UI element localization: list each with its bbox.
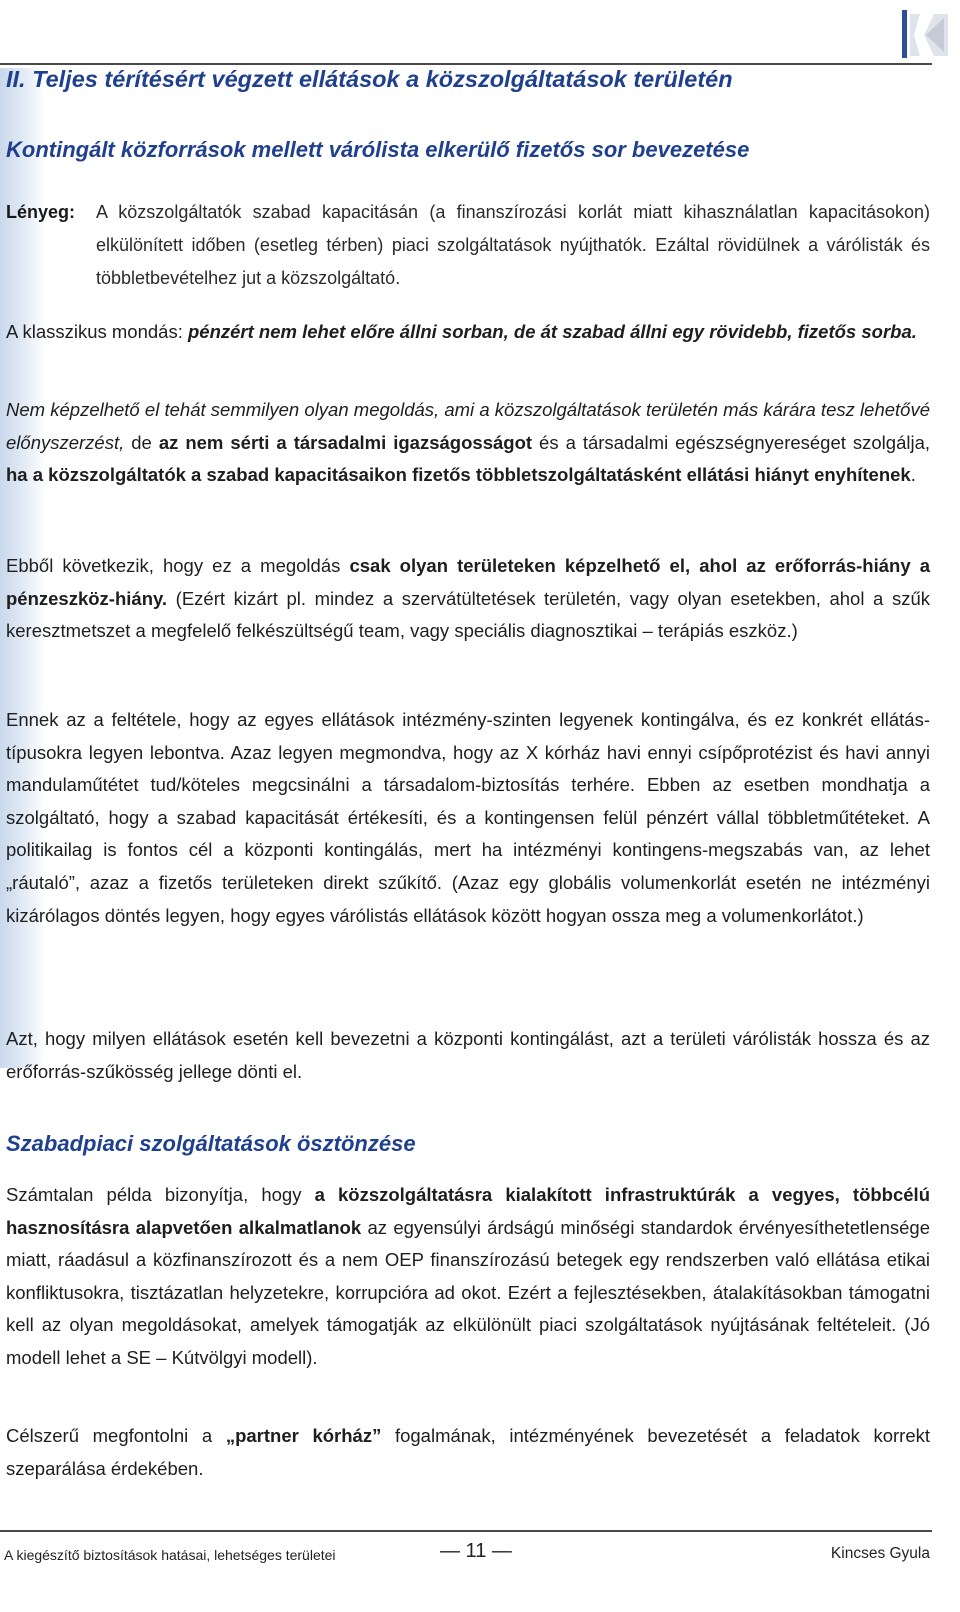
ebbol-bold: csak olyan területeken képzelhető el, ahol az erőforrás-hiány a pénzeszköz-hiány. xyxy=(6,555,930,609)
ebbol-text-1: Ebből következik, hogy ez a megoldás xyxy=(6,555,350,576)
szamtalan-bold: a közszolgáltatásra kialakított infrastruktúrák a vegyes, többcélú hasznosításra alapvetően alkalmatlanok xyxy=(6,1184,930,1238)
footer-document-title: A kiegészítő biztosítások hatásai, lehetséges területei xyxy=(4,1547,336,1563)
lenyeg-block xyxy=(6,196,930,295)
szamtalan-text-1: Számtalan példa bizonyítja, hogy xyxy=(6,1184,315,1205)
paragraph-classic-saying xyxy=(6,316,930,349)
nem-text-2: és a társadalmi egészségnyereséget szolgálja, xyxy=(532,431,931,453)
nem-bold-2: ha a közszolgáltatók a szabad kapacitásaikon fizetős többletszolgáltatásként ellátási hiányt enyhítenek xyxy=(6,464,911,486)
classic-quote: pénzért nem lehet előre állni sorban, de át szabad állni egy rövidebb, fizetős sorba. xyxy=(188,321,917,342)
paragraph-nem-kepzelheto xyxy=(6,394,930,492)
lenyeg-text: A közszolgáltatók szabad kapacitásán (a finanszírozási korlát miatt kihasználatlan kapacitásokon) elkülönített időben (esetleg térben) piaci szolgáltatások nyújthatók. Ezáltal rövidülnek a várólisták és többletbevételhez jut a közszolgáltató. xyxy=(96,202,930,288)
nem-text-3: . xyxy=(910,464,916,486)
paragraph-ennek: Ennek az a feltétele, hogy az egyes ellátások intézmény-szinten legyenek kontingálva, és ez konkrét ellátás-típusokra legyen lebontva. Azaz legyen megmondva, hogy az X kórház havi ennyi csípőprotézist és havi annyi mandulaműtétet tud/köteles megcsinálni a társadalom-biztosítás terhére. Ebben az esetben mondhatja a szolgáltató, hogy a szabad kapacitását értékesíti, és a kontingensen felül pénzért vállal többletműtéteket. A politikailag is fontos cél a központi kontingálás, mert ha intézményi kontingens-megszabás van, az lehet „ráutaló”, azaz a fizetős területeken direkt szűkítő. (Azaz egy globális volumenkorlát esetén ne intézményi kizárólagos döntés legyen, hogy egyes várólistás ellátások között hogyan ossza meg a volumenkorlátot.) xyxy=(6,709,930,926)
nem-bold-1: az nem sérti a társadalmi igazságosságot xyxy=(158,431,533,453)
celszeru-text-2: fogalmának, intézményének bevezetését a feladatok korrekt szeparálása érdekében. xyxy=(6,1425,930,1479)
classic-intro: A klasszikus mondás: xyxy=(6,321,188,342)
publisher-logo-icon xyxy=(900,6,952,62)
footer-page-number: — 11 — xyxy=(440,1540,512,1562)
nem-text-1: de xyxy=(124,431,159,453)
footer-rule xyxy=(0,1530,932,1532)
lenyeg-label: Lényeg: xyxy=(6,202,76,222)
szamtalan-text-2: az egyensúlyi árdságú minőségi standardok érvényesíthetetlensége miatt, ráadásul a közfinanszírozott és a nem OEP finanszírozású betegek egy rendszerben való ellátása etikai konfliktusokra, tisztázatlan helyzetekre, korrupcióra ad okot. Ezért a fejlesztésekben, átalakításokban támogatni kell az olyan megoldásokat, amelyek támogatják az elkülönült piaci szolgáltatások nyújtásának feltételeit. (Jó modell lehet a SE – Kútvölgyi modell). xyxy=(6,1216,930,1368)
celszeru-bold: „partner kórház” xyxy=(225,1425,382,1446)
ebbol-text-2: (Ezért kizárt pl. mindez a szervátültetések területén, vagy olyan esetekben, ahol a szűk keresztmetszet a megfelelő felkészültségű team, vagy speciális diagnosztikai – terápiás eszköz.) xyxy=(6,587,930,642)
header-rule xyxy=(0,63,932,65)
sub-heading: Kontingált közforrások mellett várólista elkerülő fizetős sor bevezetése xyxy=(6,137,750,162)
main-heading: II. Teljes térítésért végzett ellátások a közszolgáltatások területén xyxy=(6,66,733,92)
paragraph-celszeru xyxy=(6,1420,930,1485)
section-heading: Szabadpiaci szolgáltatások ösztönzése xyxy=(6,1131,416,1156)
celszeru-text-1: Célszerű megfontolni a xyxy=(6,1425,226,1446)
paragraph-azt: Azt, hogy milyen ellátások esetén kell bevezetni a központi kontingálást, azt a területi várólisták hossza és az erőforrás-szűkösség jellege dönti el. xyxy=(6,1028,930,1082)
nem-italic-text: Nem képzelhető el tehát semmilyen olyan megoldás, ami a közszolgáltatások területén más kárára tesz lehetővé előnyszerzést, xyxy=(6,399,930,453)
footer-author: Kincses Gyula xyxy=(830,1545,930,1562)
paragraph-ebbol xyxy=(6,550,930,648)
paragraph-szamtalan xyxy=(6,1179,930,1375)
